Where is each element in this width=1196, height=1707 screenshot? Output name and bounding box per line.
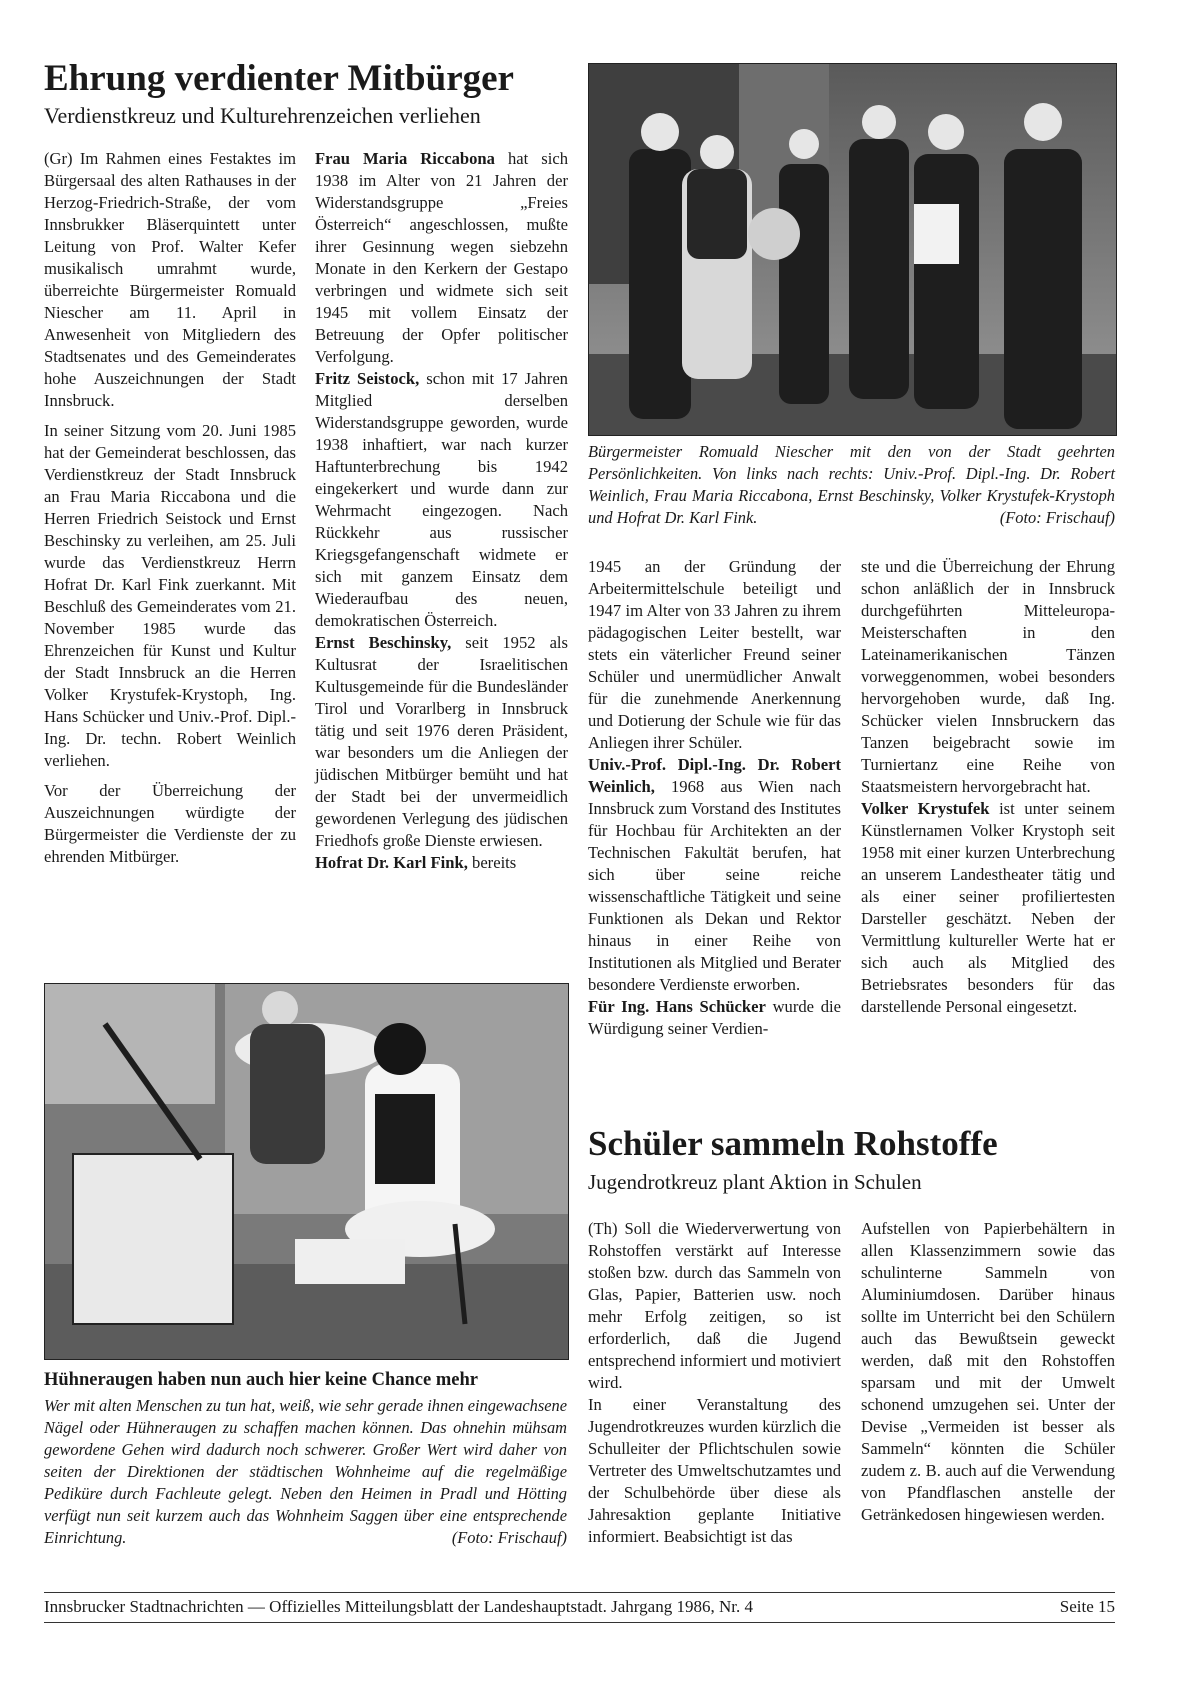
paragraph-beschinsky — [315, 632, 568, 852]
paragraph-text: wurde die Würdigung seiner Verdien- — [588, 997, 841, 1038]
article-subtitle: Verdienstkreuz und Kulturehrenzeichen verliehen — [44, 103, 481, 128]
footer-rule-bottom — [44, 1622, 1115, 1623]
paragraph: In seiner Sitzung vom 20. Juni 1985 hat der Gemeinderat beschlossen, das Verdienstkreuz der Stadt Innsbruck an Frau Maria Riccabona und die Herren Friedrich Seistock und Ernst Beschinsky zu verleihen, am 25. Juli wurde das Verdienstkreuz Herrn Hofrat Dr. Karl Fink zuerkannt. Mit Beschluß des Gemeinderates vom 21. November 1985 wurde das Ehrenzeichen für Kunst und Kultur der Stadt Innsbruck an die Herren Volker Krystufek-Krystoph, Ing. Hans Schücker und Univ.-Prof. Dipl.-Ing. Dr. techn. Robert Weinlich verliehen. — [44, 421, 296, 770]
person-name: Fritz Seistock, — [315, 369, 420, 388]
paragraph-seistock — [315, 368, 568, 632]
photo-credit: (Foto: Frischauf) — [451, 1528, 567, 1547]
pedicure-photo-heading: Hühneraugen haben nun auch hier keine Chance mehr — [44, 1370, 478, 1390]
paragraph-riccabona — [315, 148, 568, 368]
paragraph-weinlich — [588, 754, 841, 996]
footer-publication: Innsbrucker Stadtnachrichten — Offizielles Mitteilungsblatt der Landeshauptstadt. Jahrgang 1986, Nr. 4 — [44, 1597, 753, 1616]
article2-subtitle: Jugendrotkreuz plant Aktion in Schulen — [588, 1170, 922, 1194]
article-column-1 — [44, 148, 296, 868]
article-title: Ehrung verdienter Mitbürger — [44, 58, 514, 99]
paragraph-schuecker — [588, 996, 841, 1040]
paragraph: Aufstellen von Papierbehältern in allen Klassenzimmern sowie das schulinterne Sammeln von Aluminiumdosen. Darüber hinaus sollte im Unterricht bei den Schülern auch das Bewußtsein geweckt werden, daß mit den Rohstoffen sparsam und mit der Umwelt schonend umzugehen sei. Unter der Devise „Vermeiden ist besser als Sammeln“ könnten die Schüler zudem z. B. auch auf die Verwendung von Pfandflaschen anstelle der Getränkedosen hingewiesen werden. — [861, 1219, 1115, 1524]
article-column-4 — [861, 556, 1115, 1018]
pedicure-photo-illustration — [45, 984, 568, 1359]
person-name: Für Ing. Hans Schücker — [588, 997, 766, 1016]
paragraph-text: seit 1952 als Kultusrat der Israelitischen Kultusgemeinde für die Bundesländer Tirol und Vorarlberg in Innsbruck tätig und seit 1976 deren Präsident, war besonders um die Anliegen der jüdischen Mitbürger bemüht und hat der Stadt bei der unvermeidlich gewordenen Verlegung des jüdischen Friedhofs große Dienste erwiesen. — [315, 633, 569, 850]
article2-column-1 — [588, 1218, 841, 1548]
person-name: Frau Maria Riccabona — [315, 149, 495, 168]
person-name: Volker Krystufek — [861, 799, 990, 818]
article2-title: Schüler sammeln Rohstoffe — [588, 1124, 998, 1163]
paragraph-text: bereits — [467, 853, 517, 872]
pedicure-photo — [44, 983, 569, 1360]
paragraph-text: hat sich 1938 im Alter von 21 Jahren der Widerstandsgruppe „Freies Österreich“ angeschlossen, mußte ihrer Gesinnung wegen siebzehn Monate in den Kerkern der Gestapo verbringen und widmete sich seit 1945 mit vollem Einsatz der Betreuung der Opfer politischer Verfolgung. — [315, 149, 568, 366]
paragraph-text: schon mit 17 Jahren Mitglied derselben Widerstandsgruppe geworden, wurde 1938 inhaftiert, war nach kurzer Haftunterbrechung bis 1942 eingekerkert und wurde dann zur Wehrmacht eingezogen. Nach Rückkehr aus russischer Kriegsgefangenschaft widmete er sich mit ganzem Einsatz dem Wiederaufbau des neuen, demokratischen Österreich. — [315, 369, 568, 630]
article-column-3 — [588, 556, 841, 1040]
paragraph-krystufek — [861, 798, 1115, 1018]
paragraph-fink-continued: 1945 an der Gründung der Arbeitermittelschule beteiligt und 1947 im Alter von 33 Jahren zu ihrem pädagogischen Leiter bestellt, war stets ein väterlicher Freund seiner Schüler und unermüdlicher Anwalt für die zunehmende Anerkennung und Dotierung der Schule wie für das Anliegen ihrer Schüler. — [588, 557, 841, 752]
paragraph: Vor der Überreichung der Auszeichnungen würdigte der Bürgermeister die Verdienste der zu ehrenden Mitbürger. — [44, 781, 296, 866]
person-name: Univ.-Prof. Dipl.-Ing. Dr. Robert Weinlich, — [588, 755, 841, 796]
pedicure-photo-caption — [44, 1395, 567, 1549]
caption-text: Bürgermeister Romuald Niescher mit den von der Stadt geehrten Persönlichkeiten. Von links nach rechts: Univ.-Prof. Dipl.-Ing. Dr. Robert Weinlich, Frau Maria Riccabona, Ernst Beschinsky, Volker Krystufek-Krystoph und Hofrat Dr. Karl Fink. — [588, 442, 1115, 527]
caption-text: Wer mit alten Menschen zu tun hat, weiß, wie sehr gerade ihnen eingewachsene Nägel oder Hühneraugen zu schaffen machen können. Das ohnehin mühsam gewordene Gehen wird dadurch noch schwerer. Großer Wert wird daher von seiten der Direktionen der städtischen Wohnheime auf die regelmäßige Pediküre durch Fachleute gelegt. Neben den Heimen in Pradl und Hötting verfügt nun seit kurzem auch das Wohnheim Saggen über eine entsprechende Einrichtung. — [44, 1396, 567, 1547]
photo-credit: (Foto: Frischauf) — [999, 508, 1115, 527]
article-column-2 — [315, 148, 568, 874]
footer-rule-top — [44, 1592, 1115, 1593]
paragraph-text: ist unter seinem Künstlernamen Volker Krystoph seit 1958 mit einer kurzen Unterbrechung an unserem Landestheater tätig und als einer seiner profiliertesten Darsteller geschätzt. Neben der Vermittlung kultureller Werte hat er sich auch als Mitglied des Betriebsrates besonders für das darstellende Personal eingesetzt. — [861, 799, 1115, 1016]
article2-column-2 — [861, 1218, 1115, 1526]
paragraph-fink — [315, 852, 568, 874]
person-name: Ernst Beschinsky, — [315, 633, 452, 652]
ceremony-photo — [588, 63, 1117, 436]
paragraph: (Th) Soll die Wiederverwertung von Rohstoffen verstärkt auf Interesse stoßen bzw. durch das Sammeln von Glas, Papier, Batterien usw. noch mehr Erfolg zeitigen, so ist erforderlich, daß die Jugend entsprechend informiert und motiviert wird. — [588, 1219, 841, 1392]
person-name: Hofrat Dr. Karl Fink, — [315, 853, 468, 872]
paragraph: (Gr) Im Rahmen eines Festaktes im Bürgersaal des alten Rathauses in der Herzog-Friedrich-Straße, der vom Innsbrukker Bläserquintett unter Leitung von Prof. Walter Kefer musikalisch umrahmt wurde, überreichte Bürgermeister Romuald Niescher am 11. April in Anwesenheit von Mitgliedern des Stadtsenates und des Gemeinderates hohe Auszeichnungen der Stadt Innsbruck. — [44, 149, 296, 410]
paragraph: In einer Veranstaltung des Jugendrotkreuzes wurden kürzlich die Schulleiter der Pflichtschulen sowie Vertreter des Umweltschutzamtes und der Schulbehörde über diese als Jahresaktion geplante Initiative informiert. Beabsichtigt ist das — [588, 1395, 841, 1546]
ceremony-photo-caption — [588, 441, 1115, 529]
footer-page-number: Seite 15 — [1059, 1597, 1115, 1616]
ceremony-photo-illustration — [589, 64, 1116, 435]
paragraph-text: 1968 aus Wien nach Innsbruck zum Vorstand des Institutes für Hochbau für Architekten an der Technischen Fakultät berufen, hat sich über seine reiche wissenschaftliche Tätigkeit und seine Funktionen als Dekan und Rektor hinaus in einer Reihe von Institutionen als Mitglied und Berater besondere Verdienste erworben. — [588, 777, 841, 994]
paragraph-schuecker-continued: ste und die Überreichung der Ehrung schon anläßlich der in Innsbruck durchgeführten Mitteleuropa-Meisterschaften in den Lateinamerikanischen Tänzen vorweggenommen, wobei besonders hervorgehoben wurde, daß Ing. Schücker vielen Innsbruckern das Tanzen beigebracht sowie im Turniertanz eine Reihe von Staatsmeistern hervorgebracht hat. — [861, 557, 1115, 796]
